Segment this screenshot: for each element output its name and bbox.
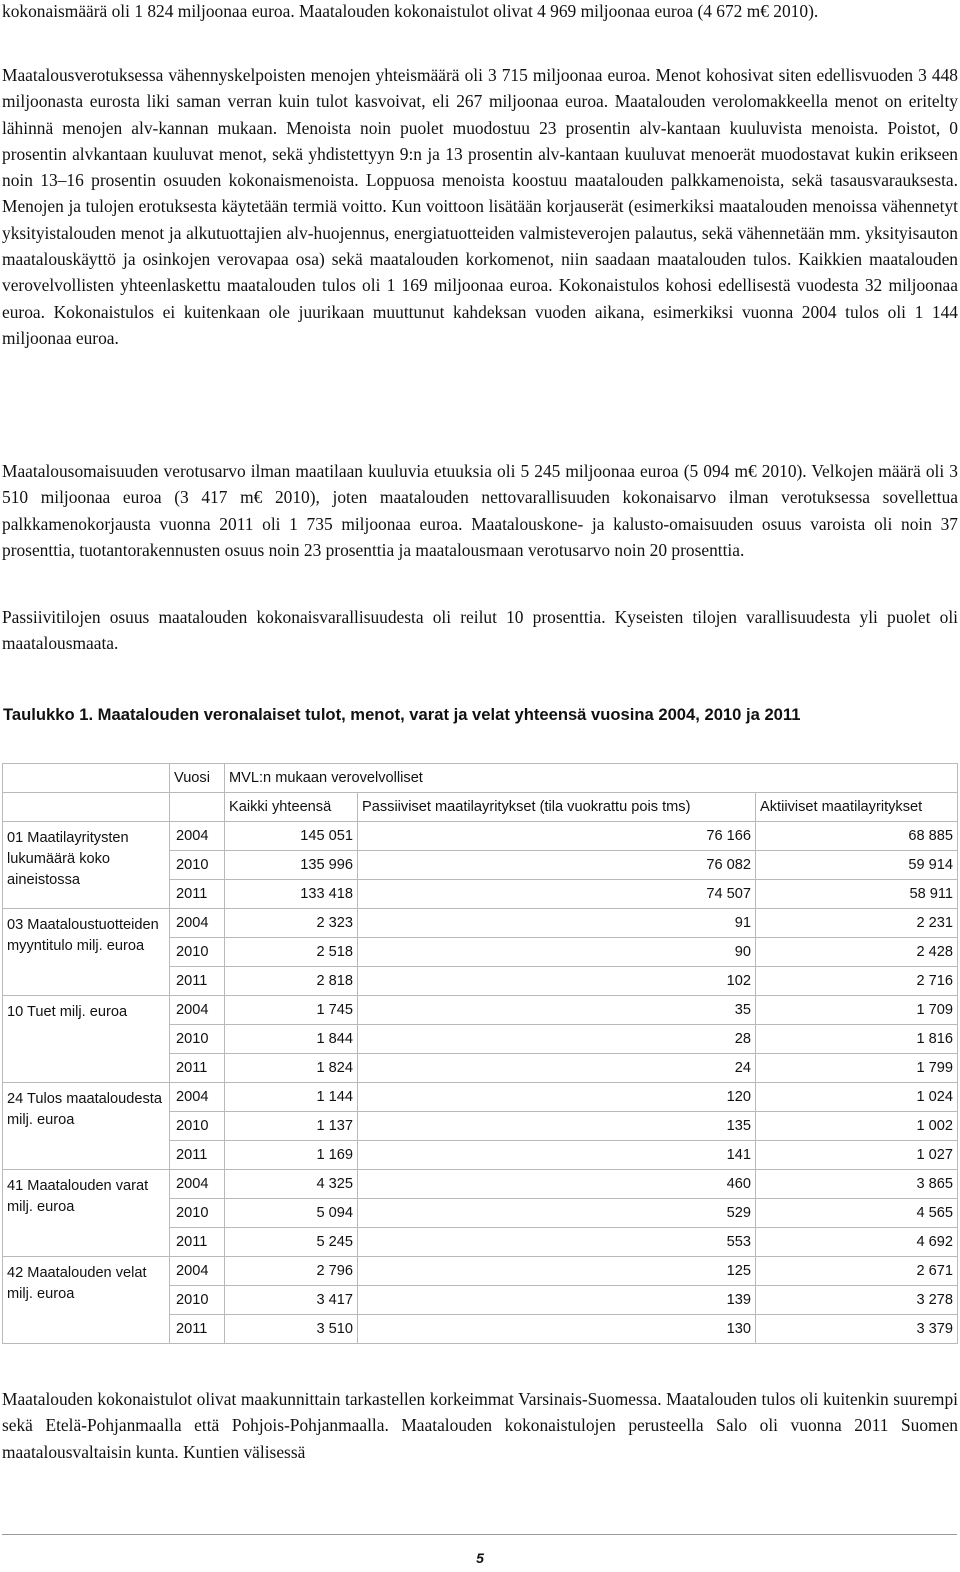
value-cell: 76 166: [358, 822, 756, 851]
year-cell: 2011: [170, 967, 225, 996]
value-cell: 130: [358, 1315, 756, 1344]
value-cell: 2 796: [225, 1257, 358, 1286]
table-row: [3, 1257, 958, 1286]
year-cell: 2010: [170, 1199, 225, 1228]
value-cell: 135: [358, 1112, 756, 1141]
year-cell: 2004: [170, 822, 225, 851]
year-cell: 2011: [170, 1228, 225, 1257]
value-cell: 460: [358, 1170, 756, 1199]
row-group-label: 10 Tuet milj. euroa: [3, 996, 170, 1083]
table-header-row-2: [3, 793, 958, 822]
year-cell: 2004: [170, 1257, 225, 1286]
header-column-total: Kaikki yhteensä: [225, 793, 358, 822]
table-body: [3, 764, 958, 1344]
value-cell: 2 428: [756, 938, 958, 967]
value-cell: 553: [358, 1228, 756, 1257]
row-group-label: 42 Maatalouden velat milj. euroa: [3, 1257, 170, 1344]
paragraph-total-income: kokonaismäärä oli 1 824 miljoonaa euroa. Maatalouden kokonaistulot olivat 4 969 miljoonaa euroa (4 672 m€ 2010).: [2, 1, 819, 21]
value-cell: 3 278: [756, 1286, 958, 1315]
value-cell: 120: [358, 1083, 756, 1112]
table-row: [3, 909, 958, 938]
value-cell: 145 051: [225, 822, 358, 851]
value-cell: 2 231: [756, 909, 958, 938]
table-row: [3, 996, 958, 1025]
paragraph-passive-farms: Passiivitilojen osuus maatalouden kokonaisvarallisuudesta oli reilut 10 prosenttia. Kyseisten tilojen varallisuudesta yli puolet oli maatalousmaata.: [2, 607, 958, 654]
row-group-label: 41 Maatalouden varat milj. euroa: [3, 1170, 170, 1257]
year-cell: 2010: [170, 1025, 225, 1054]
row-group-label: 24 Tulos maataloudesta milj. euroa: [3, 1083, 170, 1170]
year-cell: 2004: [170, 996, 225, 1025]
table-header-row-1: [3, 764, 958, 793]
value-cell: 141: [358, 1141, 756, 1170]
header-blank-cell: [170, 793, 225, 822]
value-cell: 1 169: [225, 1141, 358, 1170]
value-cell: 135 996: [225, 851, 358, 880]
year-cell: 2004: [170, 909, 225, 938]
value-cell: 58 911: [756, 880, 958, 909]
row-group-label: 03 Maataloustuotteiden myyntitulo milj. euroa: [3, 909, 170, 996]
year-cell: 2004: [170, 1083, 225, 1112]
year-cell: 2011: [170, 1054, 225, 1083]
value-cell: 1 137: [225, 1112, 358, 1141]
value-cell: 68 885: [756, 822, 958, 851]
table-caption: Taulukko 1. Maatalouden veronalaiset tulot, menot, varat ja velat yhteensä vuosina 2004, 2010 ja 2011: [3, 705, 801, 724]
header-blank-cell: [3, 793, 170, 822]
year-cell: 2010: [170, 1112, 225, 1141]
year-cell: 2004: [170, 1170, 225, 1199]
value-cell: 76 082: [358, 851, 756, 880]
value-cell: 35: [358, 996, 756, 1025]
value-cell: 2 716: [756, 967, 958, 996]
value-cell: 2 671: [756, 1257, 958, 1286]
year-cell: 2010: [170, 938, 225, 967]
year-cell: 2011: [170, 1141, 225, 1170]
value-cell: 1 144: [225, 1083, 358, 1112]
page-number: 5: [476, 1550, 484, 1566]
value-cell: 5 245: [225, 1228, 358, 1257]
year-cell: 2011: [170, 1315, 225, 1344]
value-cell: 90: [358, 938, 756, 967]
value-cell: 1 002: [756, 1112, 958, 1141]
header-year: Vuosi: [170, 764, 225, 793]
footer-divider: [2, 1534, 957, 1535]
value-cell: 1 709: [756, 996, 958, 1025]
value-cell: 2 323: [225, 909, 358, 938]
paragraph-expenses-and-result: Maatalousverotuksessa vähennyskelpoisten menojen yhteismäärä oli 3 715 miljoonaa euroa. Menot kohosivat siten edellisvuoden 3 448 miljoonasta eurosta liki saman verran kuin tulot kasvoivat, eli 267 miljoonaa euroa. Maatalouden verolomakkeella menot on eritelty lähinnä menojen alv-kannan mukaan. Menoista noin puolet muodostuu 23 prosentin alv-kantaan kuuluvista menoista. Poistot, 0 prosentin alvkantaan kuuluvat menot, sekä yhdistettyyn 9:n ja 13 prosentin alv-kantaan kuuluvat menoerät muodostavat kukin erikseen noin 13–16 prosentin osuuden kokonaismenoista. Loppuosa menoista koostuu maatalouden palkkamenoista, sekä tasausvarauksesta. Menojen ja tulojen erotuksesta käytetään termiä voitto. Kun voittoon lisätään korjauserät (esimerkiksi maatalouden menoissa vähennetyt yksityistalouden menot ja alkutuottajien alv-huojennus, energiatuotteiden valmisteverojen palautus, sekä vähennetään mm. yksityisauton maatalouskäyttö ja osinkojen verovapaa osa) sekä maatalouden korkomenot, niin saadaan maatalouden tulos. Kaikkien maatalouden verovelvollisten yhteenlaskettu maatalouden tulos oli 1 169 miljoonaa euroa. Kokonaistulos kohosi edellisestä vuodesta 32 miljoonaa euroa. Kokonaistulos ei kuitenkaan ole juurikaan muuttunut kahdeksan vuoden aikana, esimerkiksi vuonna 2004 tulos oli 1 144 miljoonaa euroa.: [2, 65, 958, 348]
header-group: MVL:n mukaan verovelvolliset: [225, 764, 958, 793]
table-row: [3, 1170, 958, 1199]
value-cell: 125: [358, 1257, 756, 1286]
paragraph-regional: Maatalouden kokonaistulot olivat maakunnittain tarkastellen korkeimmat Varsinais-Suomessa. Maatalouden tulos oli kuitenkin suurempi sekä Etelä-Pohjanmaalla että Pohjois-Pohjanmaalla. Maatalouden kokonaistulojen perusteella Salo oli vuonna 2011 Suomen maatalousvaltaisin kunta. Kuntien välisessä: [2, 1389, 958, 1462]
value-cell: 1 824: [225, 1054, 358, 1083]
value-cell: 1 745: [225, 996, 358, 1025]
header-blank-cell: [3, 764, 170, 793]
value-cell: 1 844: [225, 1025, 358, 1054]
value-cell: 59 914: [756, 851, 958, 880]
value-cell: 3 510: [225, 1315, 358, 1344]
table-row: [3, 1083, 958, 1112]
year-cell: 2010: [170, 1286, 225, 1315]
value-cell: 4 692: [756, 1228, 958, 1257]
value-cell: 4 565: [756, 1199, 958, 1228]
value-cell: 3 865: [756, 1170, 958, 1199]
value-cell: 2 818: [225, 967, 358, 996]
value-cell: 3 379: [756, 1315, 958, 1344]
value-cell: 102: [358, 967, 756, 996]
year-cell: 2010: [170, 851, 225, 880]
value-cell: 133 418: [225, 880, 358, 909]
value-cell: 5 094: [225, 1199, 358, 1228]
value-cell: 91: [358, 909, 756, 938]
value-cell: 2 518: [225, 938, 358, 967]
table-row: [3, 822, 958, 851]
value-cell: 4 325: [225, 1170, 358, 1199]
year-cell: 2011: [170, 880, 225, 909]
value-cell: 529: [358, 1199, 756, 1228]
value-cell: 1 799: [756, 1054, 958, 1083]
header-column-passive: Passiiviset maatilayritykset (tila vuokrattu pois tms): [358, 793, 756, 822]
value-cell: 139: [358, 1286, 756, 1315]
value-cell: 28: [358, 1025, 756, 1054]
row-group-label: 01 Maatilayritysten lukumäärä koko aineistossa: [3, 822, 170, 909]
data-table: [2, 763, 958, 1344]
paragraph-assets-and-debts: Maatalousomaisuuden verotusarvo ilman maatilaan kuuluvia etuuksia oli 5 245 miljoonaa euroa (5 094 m€ 2010). Velkojen määrä oli 3 510 miljoonaa euroa (3 417 m€ 2010), joten maatalouden nettovarallisuuden kokonaisarvo ilman verotuksessa sovellettua palkkamenokorjausta vuonna 2011 oli 1 735 miljoonaa euroa. Maatalouskone- ja kalusto-omaisuuden osuus varoista oli noin 37 prosenttia, tuotantorakennusten osuus noin 23 prosenttia ja maatalousmaan verotusarvo noin 20 prosenttia.: [2, 461, 958, 560]
value-cell: 1 027: [756, 1141, 958, 1170]
header-column-active: Aktiiviset maatilayritykset: [756, 793, 958, 822]
value-cell: 1 024: [756, 1083, 958, 1112]
value-cell: 74 507: [358, 880, 756, 909]
value-cell: 1 816: [756, 1025, 958, 1054]
value-cell: 3 417: [225, 1286, 358, 1315]
value-cell: 24: [358, 1054, 756, 1083]
